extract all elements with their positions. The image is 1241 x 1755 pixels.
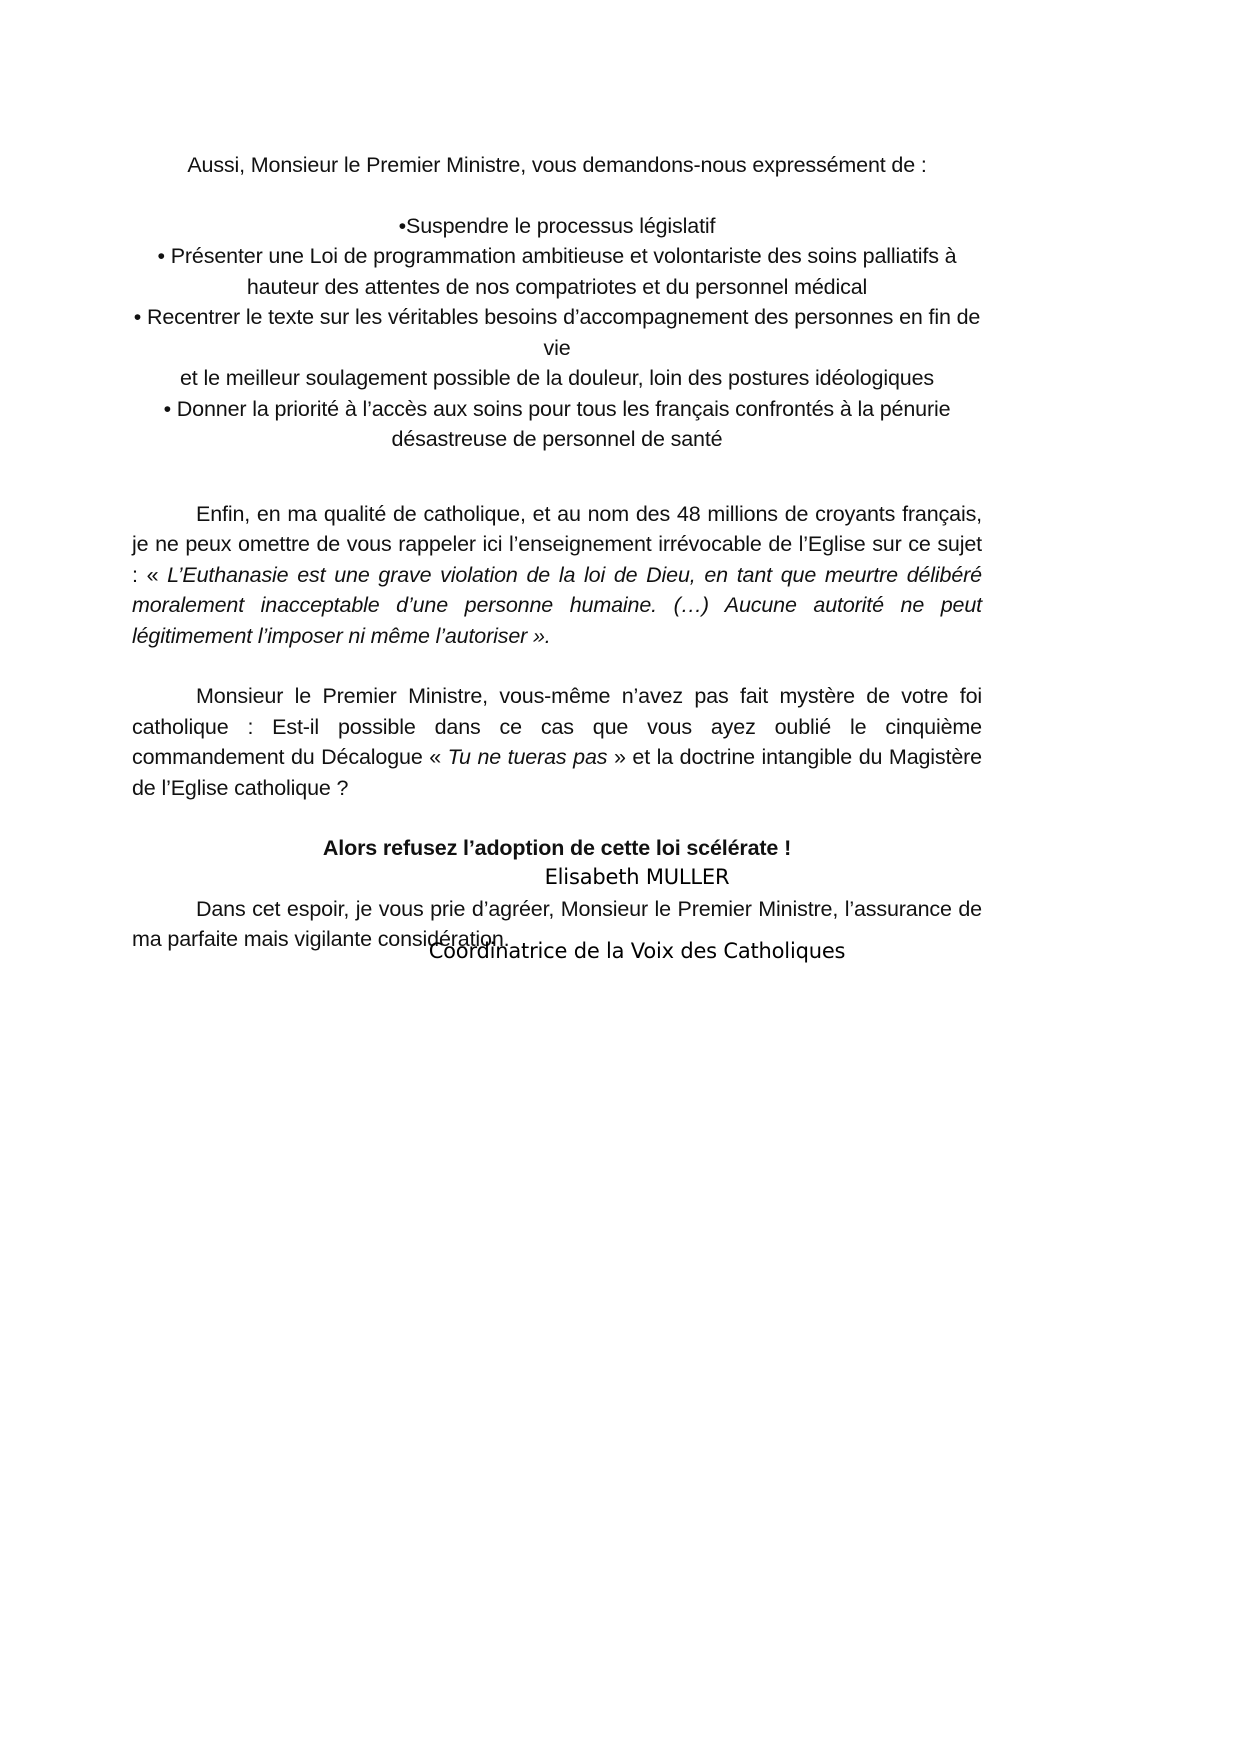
demands-list xyxy=(132,211,982,455)
faith-part-one: Monsieur le Premier Ministre, vous-même n’avez pas fait mystère de votre foi catholique : Est-il possible dans ce cas que vous ayez oublié le cinquième commandement du Décalogue « xyxy=(132,684,982,770)
signature-role: Coordinatrice de la Voix des Catholiques xyxy=(428,939,846,964)
church-lead-text: Enfin, en ma qualité de catholique, et au nom des 48 millions de croyants français, je ne peux omettre de vous rappeler ici l’enseignement irrévocable de l’Eglise sur ce sujet : xyxy=(132,501,982,587)
faith-part-two: » et la doctrine intangible du Magistère de l’Eglise catholique ? xyxy=(132,745,982,800)
demand-item-2-line-2: hauteur des attentes de nos compatriotes et du personnel médical xyxy=(246,274,868,299)
church-quote-text: L’Euthanasie est une grave violation de la loi de Dieu, en tant que meurtre délibéré moralement inacceptable d’une personne humaine. (…) Aucune autorité ne peut légitimement l’imposer ni même l’autoriser xyxy=(132,562,982,648)
spacer xyxy=(132,803,982,833)
demand-item-3-line-2: et le meilleur soulagement possible de la douleur, loin des postures idéologiques xyxy=(180,366,934,391)
spacer xyxy=(132,181,982,211)
demand-item-4-line-2: désastreuse de personnel de santé xyxy=(391,427,723,452)
church-quote-open: « xyxy=(146,562,168,587)
closing-paragraph: Dans cet espoir, je vous prie d’agréer, Monsieur le Premier Ministre, l’assurance de ma parfaite mais vigilante considération. xyxy=(132,896,982,952)
spacer xyxy=(132,892,982,936)
paragraph-faith xyxy=(132,681,982,803)
letter-body xyxy=(132,150,982,955)
signature-name: Elisabeth MULLER xyxy=(544,865,730,889)
signature-block xyxy=(132,862,982,967)
demand-item-1-line-1: •Suspendre le processus législatif xyxy=(398,213,716,238)
paragraph-church xyxy=(132,499,982,652)
intro-line: Aussi, Monsieur le Premier Ministre, vous demandons-nous expressément de : xyxy=(187,153,927,177)
demand-item-4-line-1: • Donner la priorité à l’accès aux soins pour tous les français confrontés à la pénurie xyxy=(163,396,951,421)
church-quote-close: ». xyxy=(527,623,551,648)
demand-item-3-line-1: • Recentrer le texte sur les véritables besoins d’accompagnement des personnes en fin de vie xyxy=(133,305,981,360)
faith-commandment: Tu ne tueras pas xyxy=(447,745,608,770)
call-to-action: Alors refusez l’adoption de cette loi scélérate ! xyxy=(322,836,792,861)
demand-item-2-line-1: • Présenter une Loi de programmation ambitieuse et volontariste des soins palliatifs à xyxy=(157,244,957,269)
spacer xyxy=(132,455,982,499)
spacer xyxy=(132,651,982,681)
